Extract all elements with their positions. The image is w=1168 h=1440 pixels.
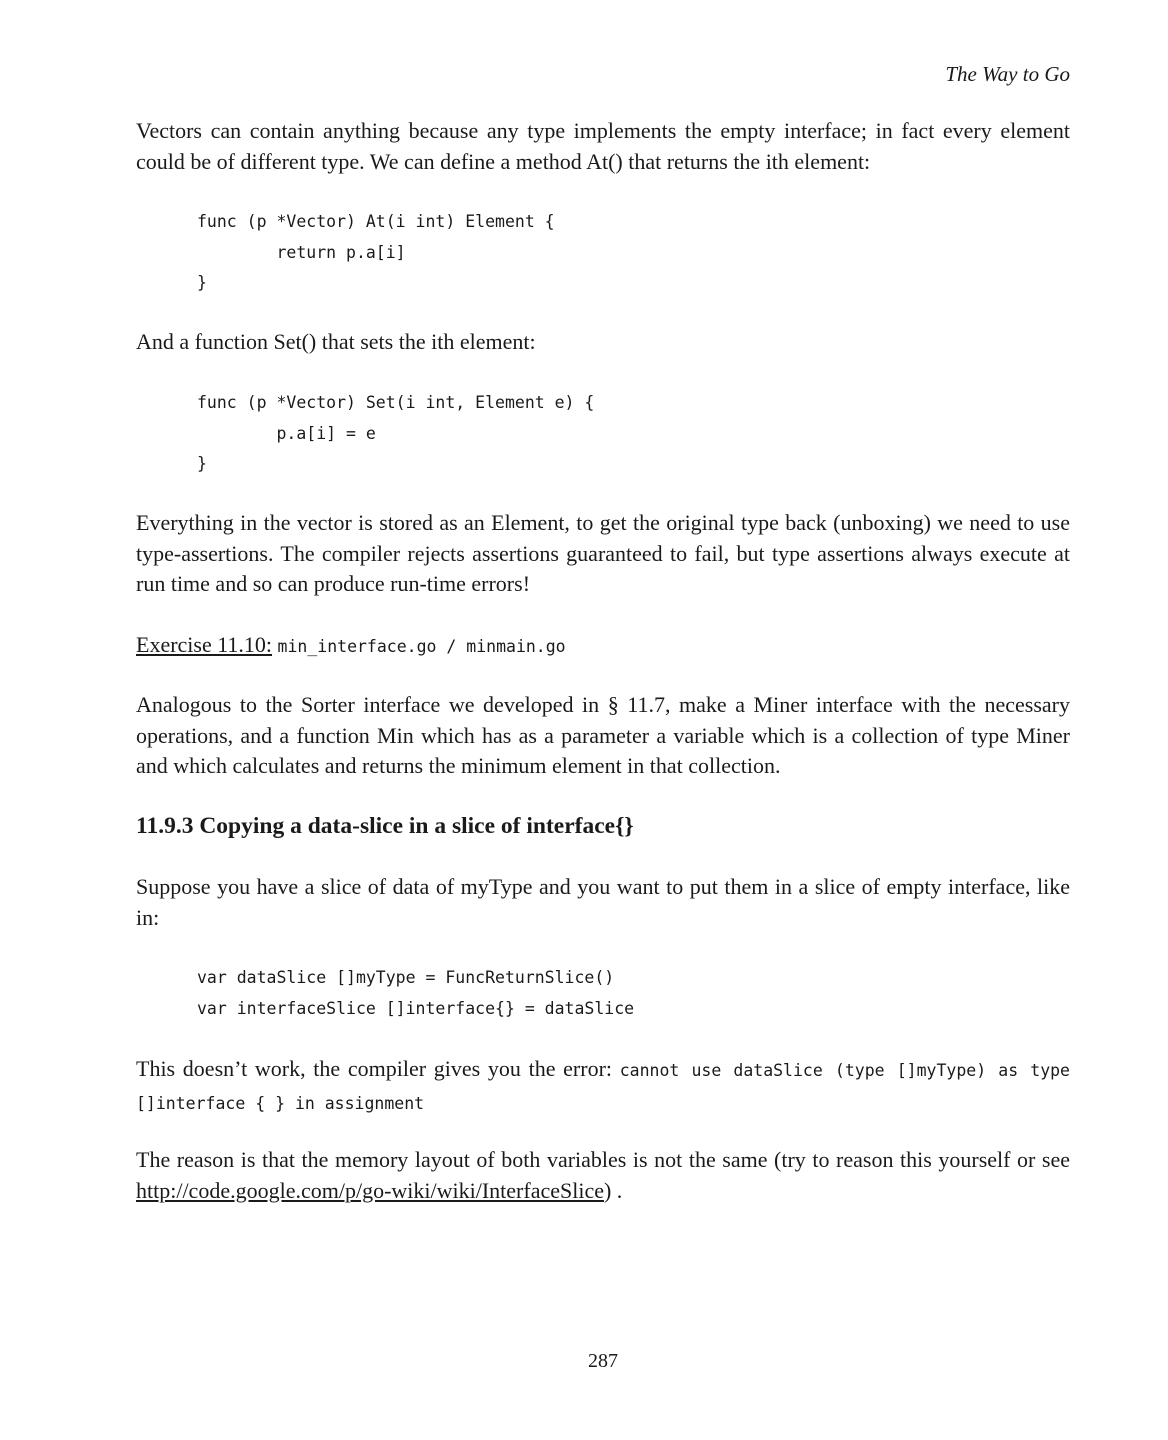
paragraph-vectors: Vectors can contain anything because any type implements the empty interface; in fact every element could be of different type. We can define a method At() that returns the ith element: bbox=[136, 118, 1070, 174]
paragraph-reason bbox=[136, 1145, 1070, 1206]
paragraph-miner: Analogous to the Sorter interface we developed in § 11.7, make a Miner interface with the necessary operations, and a function Min which has as a parameter a variable which is a collection of type Miner and which calculates and returns the minimum element in that collection. bbox=[136, 692, 1070, 778]
error-intro: This doesn’t work, the compiler gives you the error: bbox=[136, 1056, 620, 1081]
paragraph-type-assertions: Everything in the vector is stored as an Element, to get the original type back (unboxing) we need to use type-assertions. The compiler rejects assertions guaranteed to fail, but type assertions always execute at run time and so can produce run-time errors! bbox=[136, 510, 1070, 596]
reason-text: The reason is that the memory layout of both variables is not the same (try to reason this yourself or see bbox=[136, 1147, 1070, 1172]
error-message: cannot use dataSlice (type []myType) as type []interface { } in assignment bbox=[136, 1061, 1070, 1113]
code-line: return p.a[i] bbox=[197, 242, 406, 262]
code-line: var dataSlice []myType = FuncReturnSlice() bbox=[197, 968, 615, 987]
running-header: The Way to Go bbox=[945, 62, 1070, 86]
code-block-set bbox=[197, 388, 594, 480]
page-number: 287 bbox=[588, 1350, 618, 1372]
paragraph-set: And a function Set() that sets the ith element: bbox=[136, 329, 536, 354]
exercise-files: min_interface.go / minmain.go bbox=[277, 637, 566, 656]
section-heading: 11.9.3 Copying a data-slice in a slice of interface{} bbox=[136, 813, 634, 839]
interface-slice-link[interactable]: http://code.google.com/p/go-wiki/wiki/InterfaceSlice bbox=[136, 1177, 604, 1203]
code-line: } bbox=[197, 454, 207, 473]
code-line: var interfaceSlice []interface{} = dataSlice bbox=[197, 998, 635, 1018]
code-line: func (p *Vector) At(i int) Element { bbox=[197, 212, 555, 231]
paragraph-suppose: Suppose you have a slice of data of myType and you want to put them in a slice of empty interface, like in: bbox=[136, 874, 1070, 930]
code-line: func (p *Vector) Set(i int, Element e) { bbox=[197, 393, 595, 412]
code-line: } bbox=[197, 273, 207, 292]
code-line: p.a[i] = e bbox=[197, 423, 376, 443]
code-block-slice bbox=[197, 963, 634, 1024]
code-block-at bbox=[197, 207, 555, 299]
paragraph-error bbox=[136, 1054, 1070, 1119]
exercise-line bbox=[136, 630, 1070, 663]
reason-end: ) . bbox=[603, 1177, 623, 1203]
exercise-link[interactable]: Exercise 11.10: bbox=[136, 632, 273, 657]
